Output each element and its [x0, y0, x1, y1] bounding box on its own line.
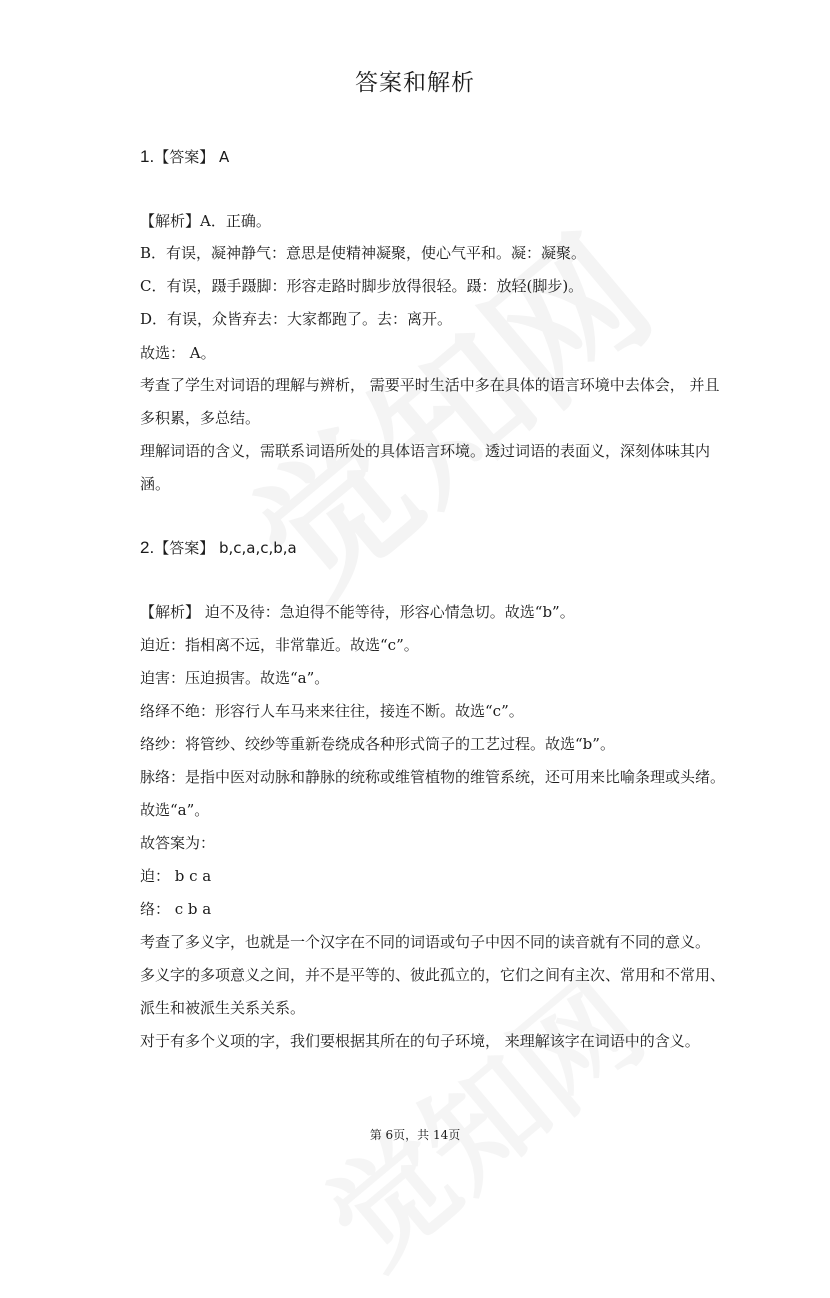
q2-analysis-line-4: 络纱：将管纱、绞纱等重新卷绕成各种形式筒子的工艺过程。故选“b”。 [140, 735, 615, 753]
q2-answer-line [140, 537, 700, 559]
q2-answer: b,c,a,c,b,a [218, 539, 297, 557]
q1-analysis-line-3: D．有误，众皆弃去：大家都跑了。去：离开。 [140, 310, 453, 328]
q1-analysis-line-0: 【解析】A．正确。 [140, 212, 271, 230]
q1-analysis-line-1: B．有误，凝神静气：意思是使精神凝聚，使心气平和。凝：凝聚。 [140, 244, 587, 262]
q2-analysis-line-13: 对于有多个义项的字，我们要根据其所在的句子环境， 来理解该字在词语中的含义。 [140, 1032, 700, 1050]
q1-answer-line [140, 146, 700, 168]
q2-analysis-line-12: 派生和被派生关系关系。 [140, 999, 306, 1017]
page-title: 答案和解析 [355, 70, 475, 96]
q1-analysis-line-5: 考查了学生对词语的理解与辨析， 需要平时生活中多在具体的语言环境中去体会， 并且 [140, 376, 720, 394]
q1-analysis-line-7: 理解词语的含义，需联系词语所处的具体语言环境。透过词语的表面义，深刻体味其内 [140, 442, 711, 460]
q2-analysis-line-5: 脉络：是指中医对动脉和静脉的统称或维管植物的维管系统，还可用来比喻条理或头绪。 [140, 768, 726, 786]
q2-analysis-line-10: 考查了多义字，也就是一个汉字在不同的词语或句子中因不同的读音就有不同的意义。 [140, 933, 711, 951]
q2-analysis-line-3: 络绎不绝：形容行人车马来来往往，接连不断。故选“c”。 [140, 702, 524, 720]
q1-analysis-line-6: 多积累，多总结。 [140, 409, 261, 427]
q1-analysis-line-4: 故选： A。 [140, 344, 216, 362]
q1-analysis-label: 【解析】 [140, 212, 201, 230]
q2-analysis-label: 【解析】 [140, 603, 201, 621]
q1-number: 1. [140, 147, 155, 166]
q2-analysis-line-0: 【解析】 迫不及待：急迫得不能等待，形容心情急切。故选“b”。 [140, 603, 575, 621]
q2-analysis-line-9: 络： c b a [140, 900, 212, 918]
q2-analysis-line-6: 故选“a”。 [140, 801, 210, 819]
q2-analysis-line-2: 迫害：压迫损害。故选“a”。 [140, 669, 330, 687]
q2-analysis-line-1: 迫近：指相离不远，非常靠近。故选“c”。 [140, 636, 419, 654]
q1-analysis-line-8: 涵。 [140, 475, 171, 493]
q2-analysis-line-7: 故答案为： [140, 834, 216, 852]
q2-analysis-line-8: 迫： b c a [140, 867, 212, 885]
watermark-bottom [287, 934, 673, 1297]
q1-answer-label: 【答案】 [154, 148, 215, 166]
q1-answer: A [218, 148, 230, 166]
q2-number: 2. [140, 538, 155, 557]
page-footer: 第 6页，共 14页 [369, 1128, 461, 1142]
q2-analysis-line-11: 多义字的多项意义之间，并不是平等的、彼此孤立的，它们之间有主次、常用和不常用、 [140, 966, 726, 984]
q1-analysis-line-2: C．有误，蹑手蹑脚：形容走路时脚步放得很轻。蹑：放轻(脚步)。 [140, 277, 584, 295]
q2-answer-label: 【答案】 [154, 539, 215, 557]
